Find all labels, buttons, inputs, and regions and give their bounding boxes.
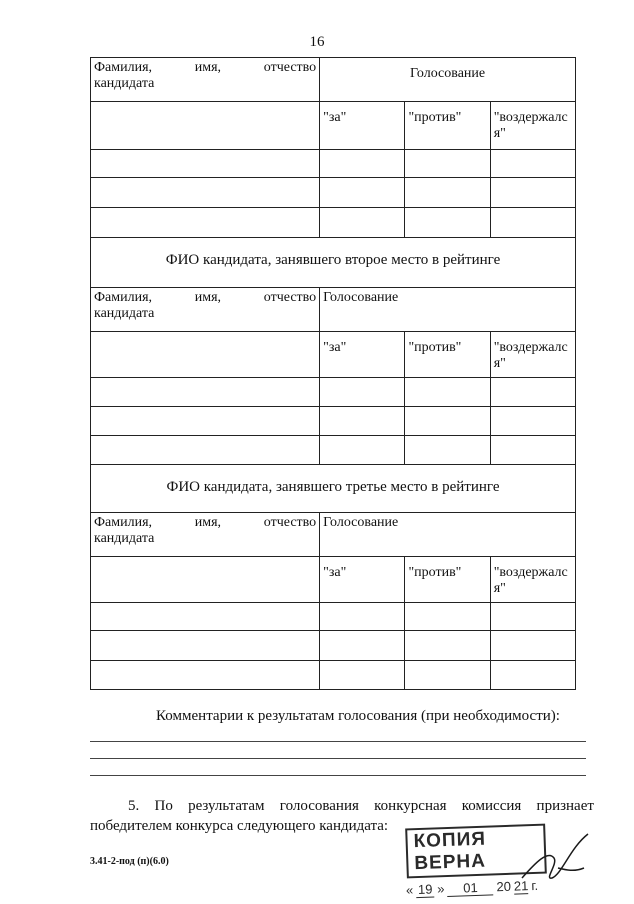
paragraph-line-2: победителем конкурса следующего кандидата: bbox=[90, 818, 389, 834]
table-row bbox=[91, 436, 576, 465]
comments-section bbox=[90, 708, 586, 776]
table-row bbox=[91, 378, 576, 407]
table-row bbox=[91, 150, 576, 178]
comment-line[interactable] bbox=[90, 725, 586, 742]
document-code: 3.41-2-под (п)(6.0) bbox=[90, 856, 169, 867]
voting-table bbox=[90, 57, 576, 690]
table-row bbox=[91, 603, 576, 631]
vote-abstain-label: "воздержался" bbox=[490, 102, 575, 150]
comments-title: Комментарии к результатам голосования (при необходимости): bbox=[156, 708, 560, 724]
voting-header: Голосование bbox=[320, 513, 576, 557]
section-title-row bbox=[91, 465, 576, 513]
comment-line[interactable] bbox=[90, 759, 586, 776]
section-title: ФИО кандидата, занявшего третье место в рейтинге bbox=[91, 465, 576, 513]
voting-tables bbox=[90, 57, 576, 690]
table-header-row bbox=[91, 288, 576, 332]
table-header-row bbox=[91, 513, 576, 557]
page-number: 16 bbox=[309, 34, 325, 50]
voting-header: Голосование bbox=[320, 58, 576, 102]
vote-options-row bbox=[91, 332, 576, 378]
signature-icon bbox=[518, 828, 598, 888]
table-header-row bbox=[91, 58, 576, 102]
vote-abstain-label: "воздержался" bbox=[490, 332, 575, 378]
table-row bbox=[91, 631, 576, 661]
vote-against-label: "против" bbox=[405, 102, 490, 150]
vote-against-label: "против" bbox=[405, 332, 490, 378]
vote-options-row bbox=[91, 102, 576, 150]
stamp-date: « 19 » 01 20 21 г. bbox=[405, 877, 539, 898]
stamp-text: КОПИЯ ВЕРНА bbox=[405, 824, 547, 879]
vote-for-label: "за" bbox=[320, 332, 405, 378]
vote-against-label: "против" bbox=[405, 557, 490, 603]
comment-line[interactable] bbox=[90, 742, 586, 759]
vote-abstain-label: "воздержался" bbox=[490, 557, 575, 603]
paragraph-5: 5. По результатам голосования конкурсная комиссия признает победителем конкурса следующего кандидата: bbox=[90, 798, 594, 834]
vote-options-row bbox=[91, 557, 576, 603]
vote-for-label: "за" bbox=[320, 102, 405, 150]
table-row bbox=[91, 661, 576, 690]
table-row bbox=[91, 407, 576, 436]
section-title-row bbox=[91, 238, 576, 288]
table-row bbox=[91, 178, 576, 208]
name-column-header: Фамилия, имя, отчество кандидата bbox=[91, 288, 320, 332]
vote-for-label: "за" bbox=[320, 557, 405, 603]
section-title: ФИО кандидата, занявшего второе место в рейтинге bbox=[91, 238, 576, 288]
voting-header: Голосование bbox=[320, 288, 576, 332]
name-column-header: Фамилия, имя, отчество кандидата bbox=[91, 58, 320, 102]
name-column-header: Фамилия, имя, отчество кандидата bbox=[91, 513, 320, 557]
table-row bbox=[91, 208, 576, 238]
